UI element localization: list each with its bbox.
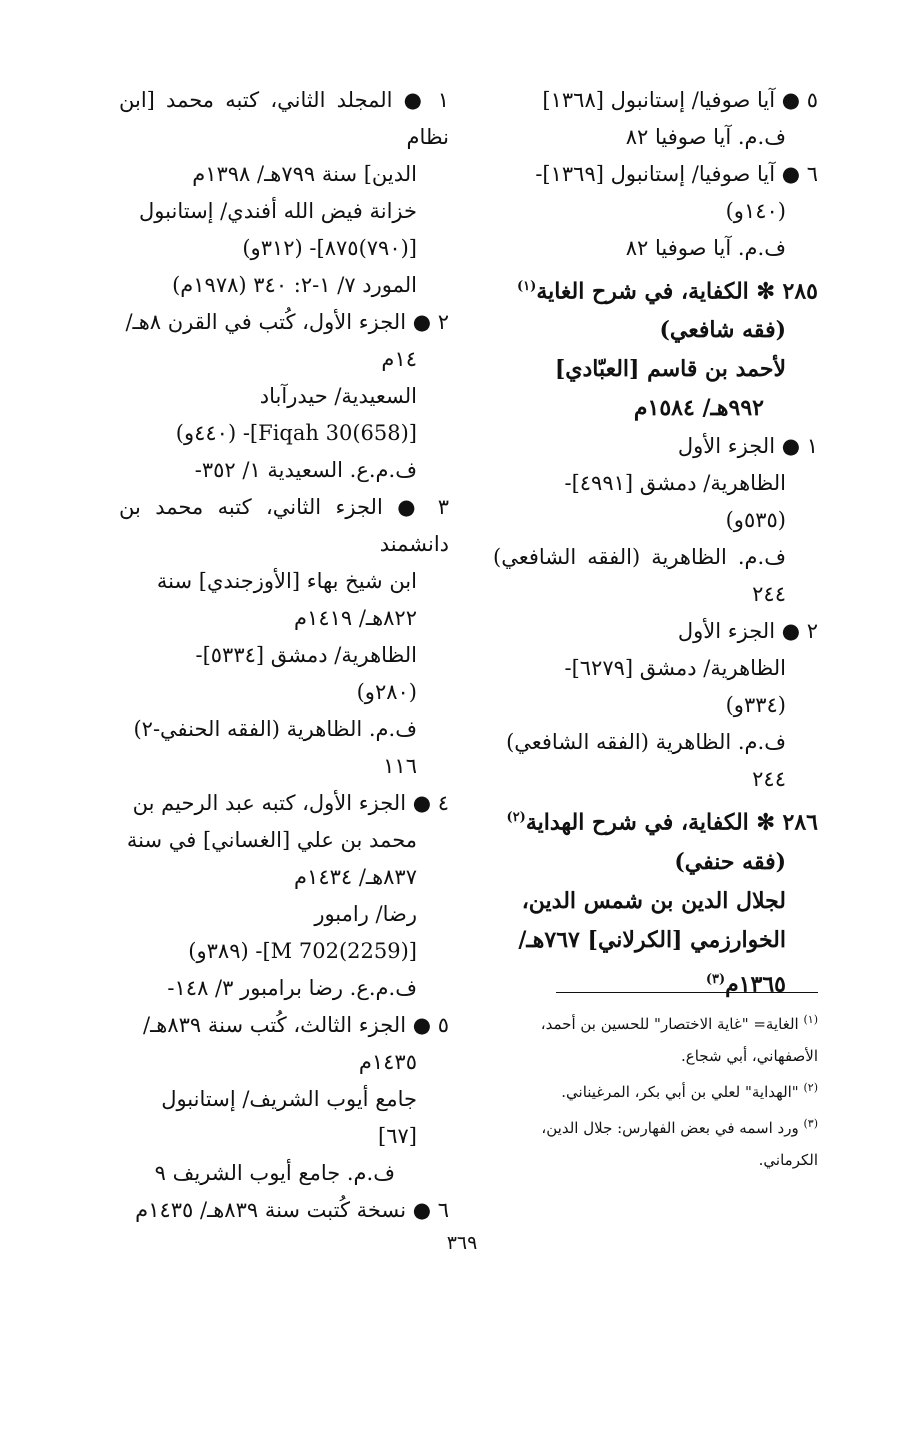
footnote-marker: (٣) <box>705 971 726 987</box>
left-column-line <box>119 1155 449 1192</box>
footnote <box>493 1144 818 1176</box>
right-column-line <box>493 465 818 502</box>
left-column-line <box>119 970 449 1007</box>
footnote-text: الغاية= "غاية الاختصار" للحسين بن أحمد، <box>540 1015 799 1033</box>
left-column-line <box>119 785 449 822</box>
line-text: ف.م. الظاهرية (الفقه الشافعي) <box>506 730 786 755</box>
line-text: [(2259)702 M]- (٣٨٩و) <box>188 939 417 963</box>
left-column-line <box>119 896 449 933</box>
line-text: ف.م. الظاهرية (الفقه الحنفي-٢) <box>133 717 417 741</box>
line-text: ٢ ● الجزء الأول، كُتب في القرن ٨هـ/ <box>125 310 449 334</box>
footnote-text: الأصفهاني، أبي شجاع. <box>681 1047 818 1065</box>
line-text: ١٤٣٥م <box>358 1050 417 1074</box>
footnote-marker: (٢) <box>506 810 526 826</box>
left-column-line <box>119 859 449 896</box>
line-text: رضا/ رامبور <box>314 902 417 926</box>
line-text: ١ ● المجلد الثاني، كتبه محمد [ابن نظام <box>119 88 449 149</box>
right-column <box>493 82 818 1004</box>
line-text: ٤ ● الجزء الأول، كتبه عبد الرحيم بن <box>132 791 449 815</box>
line-text: ف.م.ع. رضا برامبور ٣/ ١٤٨- <box>167 976 417 1000</box>
line-text: الخوارزمي [الكرلاني] ٧٦٧هـ/ <box>518 926 786 953</box>
line-text: (١٤٠و) <box>725 199 786 223</box>
footnote <box>493 1072 818 1108</box>
right-column-line <box>493 613 818 650</box>
line-text: المورد ٧/ ١-٢: ٣٤٠ (١٩٧٨م) <box>172 273 417 297</box>
left-column-line <box>119 193 449 230</box>
line-text: ف.م. الظاهرية (الفقه الشافعي) ٢٤٤ <box>493 545 786 607</box>
footnote <box>493 1108 818 1144</box>
right-column-line <box>493 156 818 193</box>
right-column-line <box>493 843 818 882</box>
right-column-line <box>493 960 818 1004</box>
right-column-line <box>493 267 818 311</box>
line-text: ٨٢٢هـ/ ١٤١٩م <box>294 606 417 630</box>
line-text: ١٤م <box>381 347 417 371</box>
left-column-line <box>119 452 449 489</box>
line-text: ٢ ● الجزء الأول <box>677 619 818 644</box>
line-text: ٩٩٢هـ/ ١٥٨٤م <box>633 395 764 422</box>
left-column-line <box>119 1192 449 1229</box>
right-column-line <box>493 350 818 389</box>
line-text: ٢٨٥ ✻ الكفاية، في شرح الغاية <box>536 278 818 305</box>
line-text: ف.م. جامع أيوب الشريف ٩ <box>154 1161 395 1185</box>
footnote-text: "الهداية" لعلي بن أبي بكر، المرغيناني. <box>561 1083 799 1101</box>
right-column-line <box>493 539 818 613</box>
line-text: لأحمد بن قاسم [العبّادي] <box>554 356 786 383</box>
left-column-line <box>119 711 449 748</box>
left-column-line <box>119 378 449 415</box>
right-column-line <box>493 230 818 267</box>
right-column-line <box>493 724 818 761</box>
footnote-marker: (١) <box>517 279 537 294</box>
left-column-line <box>119 637 449 674</box>
right-column-line <box>493 193 818 230</box>
line-text: (٢٨٠و) <box>356 680 417 704</box>
right-column-line <box>493 119 818 156</box>
left-column-line <box>119 674 449 711</box>
right-column-line <box>493 761 818 798</box>
line-text: ٢٨٦ ✻ الكفاية، في شرح الهداية <box>525 809 818 836</box>
line-text: السعيدية/ حيدرآباد <box>259 384 417 408</box>
footnote <box>493 1004 818 1040</box>
line-text: ٥ ● الجزء الثالث، كُتب سنة ٨٣٩هـ/ <box>143 1013 449 1037</box>
footnote-number: (١) <box>803 1013 818 1026</box>
right-column-line <box>493 921 818 960</box>
line-text: ٣ ● الجزء الثاني، كتبه محمد بن دانشمند <box>119 495 449 556</box>
left-column-line <box>119 748 449 785</box>
line-text: لجلال الدين بن شمس الدين، <box>521 887 786 914</box>
right-column-line <box>493 502 818 539</box>
left-column-line <box>119 489 449 563</box>
left-column-line <box>119 1118 449 1155</box>
right-column-line <box>493 882 818 921</box>
right-column-line <box>493 687 818 724</box>
line-text: [(٧٩٠)٨٧٥]- (٣١٢و) <box>242 236 417 260</box>
line-text: ٦ ● آيا صوفيا/ إستانبول [١٣٦٩]- <box>535 162 818 186</box>
left-column-line <box>119 822 449 859</box>
right-column-line <box>493 82 818 119</box>
line-text: (فقه حنفي) <box>674 848 786 875</box>
left-column-line <box>119 600 449 637</box>
line-text: (فقه شافعي) <box>659 317 786 344</box>
left-column-line <box>119 563 449 600</box>
line-text: ١ ● الجزء الأول <box>677 434 818 459</box>
line-text: ف.م. آيا صوفيا ٨٢ <box>625 125 786 149</box>
left-column-line <box>119 933 449 970</box>
line-text: ٨٣٧هـ/ ١٤٣٤م <box>294 865 417 889</box>
line-text: ابن شيخ بهاء [الأوزجندي] سنة <box>156 569 417 593</box>
left-column-line <box>119 341 449 378</box>
footnote <box>493 1040 818 1072</box>
footnote-number: (٢) <box>803 1081 818 1094</box>
line-text: (٣٣٤و) <box>725 693 786 718</box>
left-column-line <box>119 304 449 341</box>
left-column <box>119 82 449 1229</box>
line-text: الظاهرية/ دمشق [٤٩٩١]- <box>564 471 786 496</box>
footnote-text: ورد اسمه في بعض الفهارس: جلال الدين، <box>541 1119 799 1137</box>
line-text: الدين] سنة ٧٩٩هـ/ ١٣٩٨م <box>192 162 417 186</box>
left-column-line <box>119 267 449 304</box>
left-column-line <box>119 156 449 193</box>
footnotes <box>493 1004 818 1176</box>
left-column-line <box>119 82 449 156</box>
page-number: ٣٦٩ <box>446 1232 478 1254</box>
line-text: ١١٦ <box>383 754 417 778</box>
line-text: الظاهرية/ دمشق [٥٣٣٤]- <box>195 643 417 667</box>
line-text: محمد بن علي [الغساني] في سنة <box>126 828 417 852</box>
left-column-line <box>119 1007 449 1044</box>
right-column-line <box>493 798 818 842</box>
right-column-line <box>493 311 818 350</box>
right-column-line <box>493 428 818 465</box>
line-text: ٦ ● نسخة كُتبت سنة ٨٣٩هـ/ ١٤٣٥م <box>135 1198 449 1222</box>
right-column-line <box>493 389 818 428</box>
left-column-line <box>119 230 449 267</box>
left-column-line <box>119 415 449 452</box>
footnote-separator <box>556 992 818 993</box>
line-text: ف.م. آيا صوفيا ٨٢ <box>625 236 786 260</box>
line-text: الظاهرية/ دمشق [٦٢٧٩]- <box>564 656 786 681</box>
right-column-line <box>493 650 818 687</box>
line-text: [٦٧] <box>378 1124 417 1148</box>
left-column-line <box>119 1081 449 1118</box>
line-text: (٥٣٥و) <box>725 508 786 533</box>
line-text: ف.م.ع. السعيدية ١/ ٣٥٢- <box>194 458 417 482</box>
line-text: خزانة فيض الله أفندي/ إستانبول <box>139 199 417 223</box>
line-text: [(658)Fiqah 30]- (٤٤٠و) <box>175 421 417 445</box>
line-text: ١٣٦٥م <box>725 970 786 997</box>
footnote-text: الكرماني. <box>758 1151 818 1169</box>
line-text: جامع أيوب الشريف/ إستانبول <box>161 1087 417 1111</box>
left-column-line <box>119 1044 449 1081</box>
footnote-number: (٣) <box>803 1117 818 1130</box>
line-text: ٢٤٤ <box>752 767 786 792</box>
line-text: ٥ ● آيا صوفيا/ إستانبول [١٣٦٨] <box>542 88 818 112</box>
